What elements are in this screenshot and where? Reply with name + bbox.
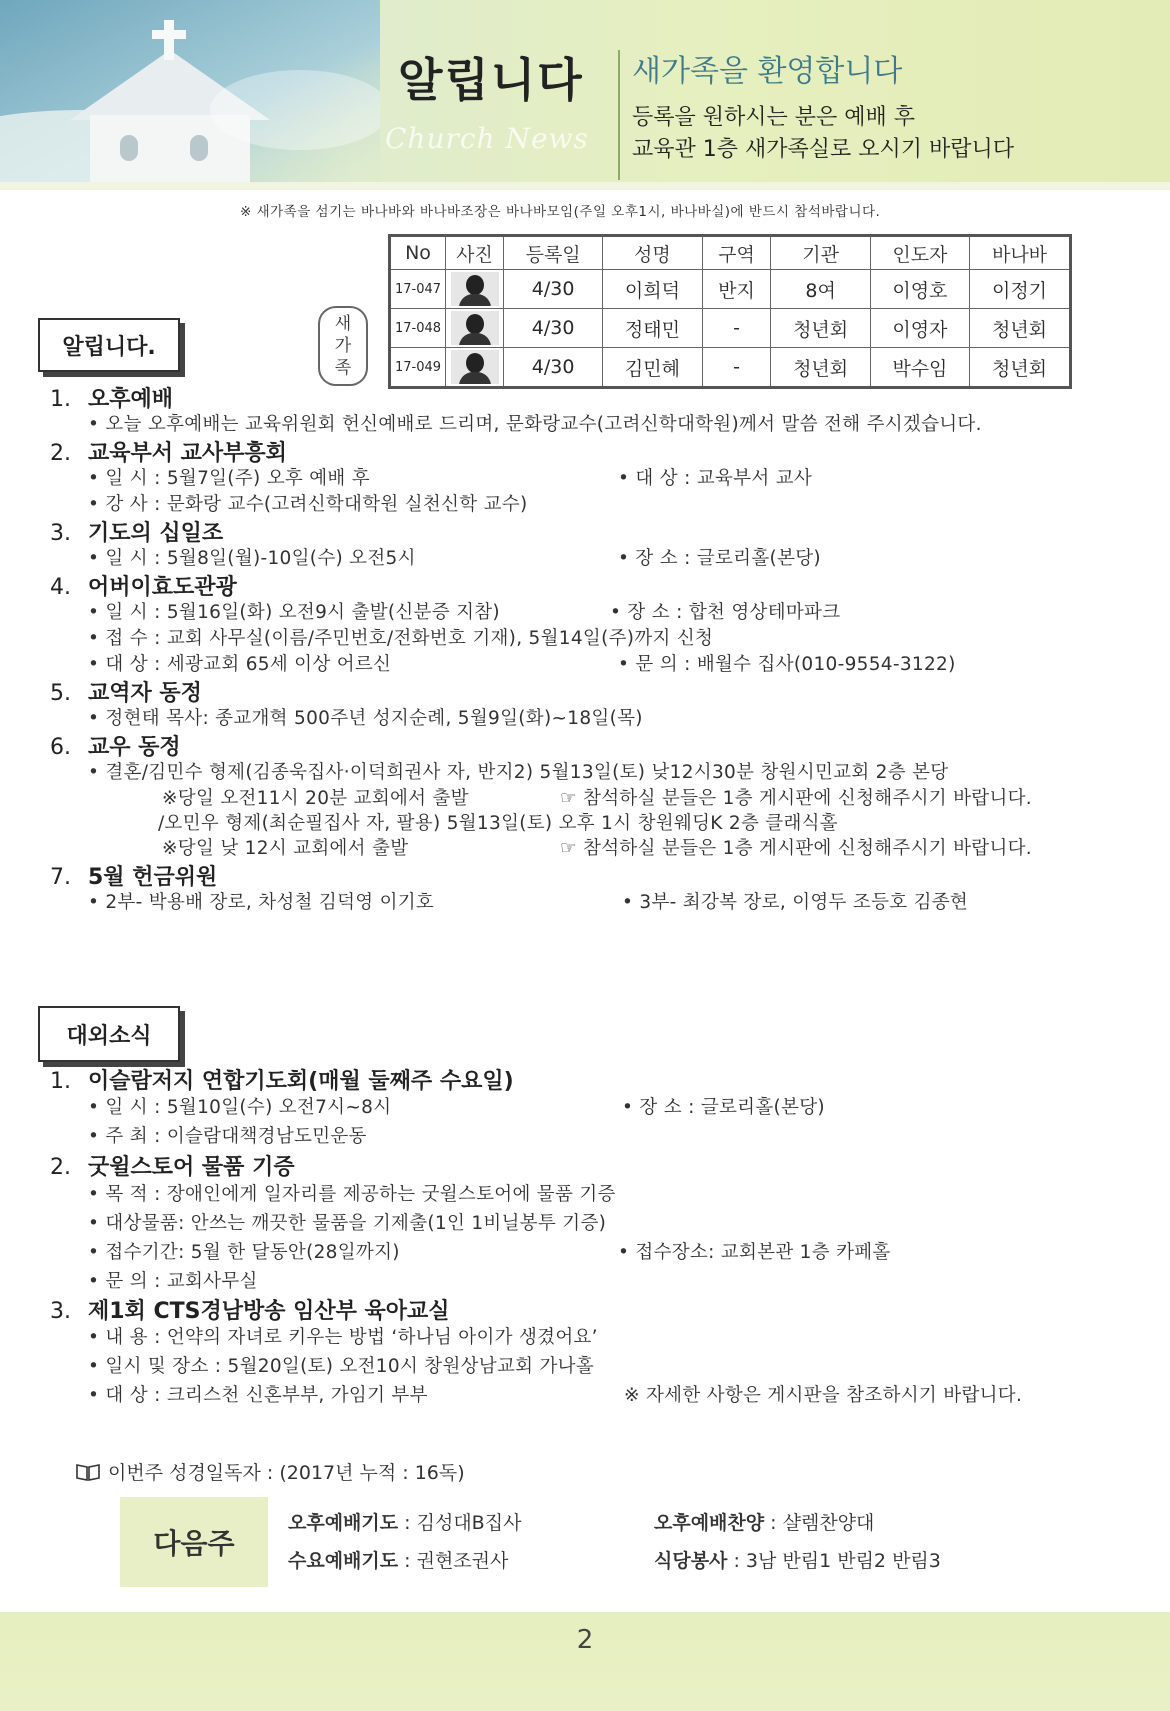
item-heading: 3. 기도의 십일조 [50,521,224,546]
next-week-item: 수요예배기도 : 권현조권사 [288,1550,509,1572]
col-header: 인도자 [870,236,969,270]
cell-photo [446,348,504,388]
cell-barnabas: 이정기 [970,270,1071,309]
item-line: ☞ 참석하실 분들은 1층 게시판에 신청해주시기 바랍니다. [560,788,1032,809]
item-line: • 접수장소: 교회본관 1층 카페홀 [618,1241,891,1265]
item-heading: 1. 이슬람저지 연합기도회(매월 둘째주 수요일) [50,1069,514,1094]
member-photo [451,311,499,345]
col-header: 바나바 [970,236,1071,270]
next-week-label: 다음주 [120,1497,268,1587]
item-line: • 목 적 : 장애인에게 일자리를 제공하는 굿윌스토어에 물품 기증 [88,1183,616,1207]
cell-name: 김민혜 [603,348,702,388]
header-banner [0,0,1170,186]
item-line: • 대상물품: 안쓰는 깨끗한 물품을 기제출(1인 1비닐봉투 기증) [88,1212,606,1236]
bible-readers [76,1458,465,1485]
cell-guide: 이영자 [870,309,969,348]
item-line: ※ 자세한 사항은 게시판을 참조하시기 바랍니다. [624,1385,1023,1406]
next-week-item: 식당봉사 : 3남 반림1 반림2 반림3 [654,1550,941,1572]
item-line: • 대 상 : 크리스천 신혼부부, 가임기 부부 [88,1384,428,1408]
item-heading: 7. 5월 헌금위원 [50,865,218,890]
col-header: 등록일 [504,236,603,270]
table-header-row [390,236,1071,270]
book-icon [76,1463,100,1481]
header-divider [618,50,620,180]
item-line: • 장 소 : 글로리홀(본당) [618,547,821,571]
col-header: 사진 [446,236,504,270]
item-line: • 일시 및 장소 : 5월20일(토) 오전10시 창원상남교회 가나홀 [88,1355,594,1379]
cell-name: 정태민 [603,309,702,348]
item-line: • 일 시 : 5월7일(주) 오후 예배 후 [88,467,370,491]
item-heading: 3. 제1회 CTS경남방송 임산부 육아교실 [50,1299,450,1324]
cell-org: 8여 [771,270,870,309]
section-label-notices: 알립니다. [38,318,180,372]
item-line: • 장 소 : 합천 영상테마파크 [610,601,840,625]
page-number: 2 [576,1625,594,1655]
cell-barnabas: 청년회 [970,348,1071,388]
cell-photo [446,309,504,348]
cell-district: - [702,348,771,388]
next-week-item: 오후예배찬양 : 샬렘찬양대 [654,1512,875,1534]
item-line: • 장 소 : 글로리홀(본당) [622,1096,825,1120]
item-line: • 접 수 : 교회 사무실(이름/주민번호/전화번호 기재), 5월14일(주)까지 신청 [88,627,713,651]
welcome-line-2: 교육관 1층 새가족실로 오시기 바랍니다 [632,137,1015,162]
cell-guide: 이영호 [870,270,969,309]
item-heading: 2. 굿윌스토어 물품 기증 [50,1155,295,1180]
bible-readers-text: 이번주 성경일독자 : (2017년 누적 : 16독) [108,1462,465,1484]
table-row [390,270,1071,309]
item-line: • 오늘 오후예배는 교육위원회 헌신예배로 드리며, 문화랑교수(고려신학대학원)께서 말씀 전해 주시겠습니다. [88,413,982,437]
cell-barnabas: 청년회 [970,309,1071,348]
cell-date: 4/30 [504,309,603,348]
new-family-table [388,234,1072,389]
tag-char: 족 [334,358,352,378]
item-line: • 일 시 : 5월10일(수) 오전7시~8시 [88,1096,391,1120]
church-news-subtitle: Church News [385,122,589,155]
cell-date: 4/30 [504,348,603,388]
welcome-title: 새가족을 환영합니다 [632,54,903,89]
church-illustration [0,0,380,186]
item-line: ※당일 오전11시 20분 교회에서 출발 [162,788,469,809]
item-line: • 2부- 박용배 장로, 차성철 김덕영 이기호 [88,891,434,915]
col-header: No [390,236,446,270]
item-heading: 6. 교우 동정 [50,735,181,760]
item-line: • 일 시 : 5월16일(화) 오전9시 출발(신분증 지참) [88,601,500,625]
item-heading: 2. 교육부서 교사부흥회 [50,441,287,466]
item-heading: 4. 어버이효도관광 [50,575,237,600]
item-line: • 대 상 : 세광교회 65세 이상 어르신 [88,653,391,677]
item-line: • 강 사 : 문화랑 교수(고려신학대학원 실천신학 교수) [88,493,527,517]
barnabas-notice: ※ 새가족을 섬기는 바나바와 바나바조장은 바나바모임(주일 오후1시, 바나바실)에 반드시 참석바랍니다. [240,204,881,220]
table-row [390,348,1071,388]
member-photo [451,272,499,306]
item-line: • 정현태 목사: 종교개혁 500주년 성지순례, 5월9일(화)~18일(목) [88,707,643,731]
header-strip [0,182,1170,190]
cell-district: - [702,309,771,348]
tag-char: 가 [334,336,352,356]
cell-photo [446,270,504,309]
col-header: 성명 [603,236,702,270]
cell-no: 17-048 [390,309,446,348]
item-line: • 문 의 : 배월수 집사(010-9554-3122) [618,653,956,677]
next-week-item: 오후예배기도 : 김성대B집사 [288,1512,522,1534]
cell-org: 청년회 [771,309,870,348]
cell-name: 이희덕 [603,270,702,309]
item-line: ☞ 참석하실 분들은 1층 게시판에 신청해주시기 바랍니다. [560,838,1032,859]
item-line: • 일 시 : 5월8일(월)-10일(수) 오전5시 [88,547,416,571]
col-header: 구역 [702,236,771,270]
cell-guide: 박수임 [870,348,969,388]
item-line: • 3부- 최강복 장로, 이영두 조등호 김종현 [622,891,968,915]
item-line: ※당일 낮 12시 교회에서 출발 [162,838,409,859]
item-line: • 내 용 : 언약의 자녀로 키우는 방법 ‘하나님 아이가 생겼어요’ [88,1326,598,1350]
table-row [390,309,1071,348]
item-line: • 주 최 : 이슬람대책경남도민운동 [88,1125,367,1149]
page-title: 알립니다 [398,53,584,107]
item-line: • 대 상 : 교육부서 교사 [618,467,812,491]
welcome-line-1: 등록을 원하시는 분은 예배 후 [632,105,915,130]
member-photo [451,350,499,384]
item-line: • 문 의 : 교회사무실 [88,1270,258,1294]
cell-district: 반지 [702,270,771,309]
cell-date: 4/30 [504,270,603,309]
item-heading: 1. 오후예배 [50,387,174,412]
section-label-external-news: 대외소식 [38,1006,180,1062]
new-family-tag [318,306,368,386]
col-header: 기관 [771,236,870,270]
cell-no: 17-049 [390,348,446,388]
item-line: • 결혼/김민수 형제(김종욱집사·이덕희권사 자, 반지2) 5월13일(토) 낮12시30분 창원시민교회 2층 본당 [88,761,948,785]
cell-org: 청년회 [771,348,870,388]
item-line: /오민우 형제(최순필집사 자, 팔용) 5월13일(토) 오후 1시 창원웨딩K 2층 클래식홀 [158,813,838,834]
item-line: • 접수기간: 5월 한 달동안(28일까지) [88,1241,400,1265]
tag-char: 새 [334,314,352,334]
cell-no: 17-047 [390,270,446,309]
item-heading: 5. 교역자 동정 [50,681,202,706]
